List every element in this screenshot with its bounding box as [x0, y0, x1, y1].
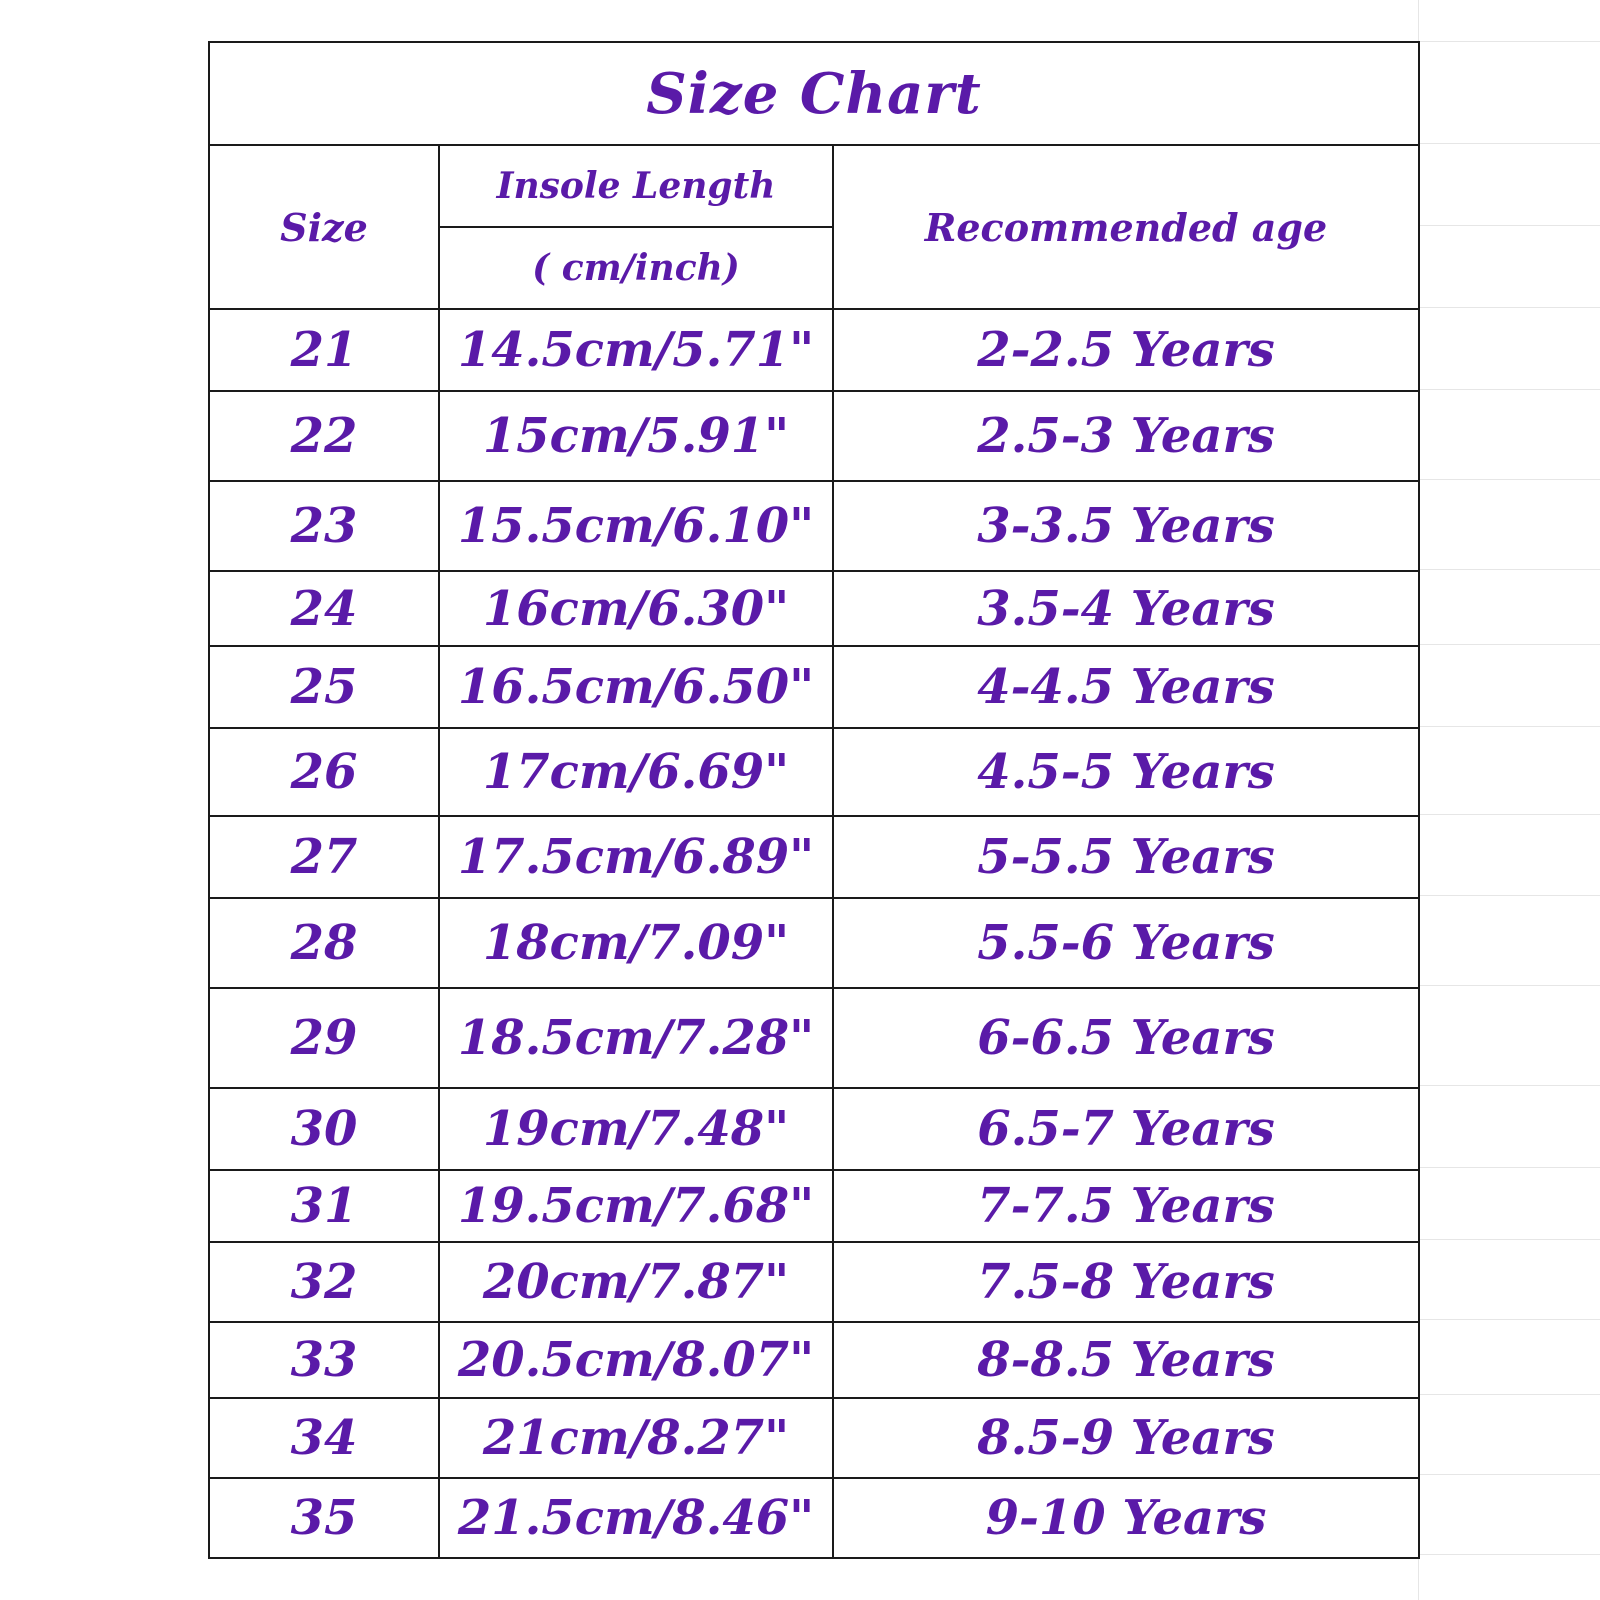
recommended-age-cell: 5.5-6 Years [833, 898, 1419, 988]
size-cell: 24 [209, 571, 439, 646]
gridline [1419, 895, 1600, 896]
size-cell: 29 [209, 988, 439, 1088]
table-row [209, 646, 1419, 728]
insole-length-cell: 19cm/7.48" [439, 1088, 833, 1170]
size-cell: 32 [209, 1242, 439, 1322]
size-cell: 23 [209, 481, 439, 571]
insole-length-cell: 21cm/8.27" [439, 1398, 833, 1478]
insole-length-cell: 14.5cm/5.71" [439, 309, 833, 391]
size-cell: 28 [209, 898, 439, 988]
header-recommended-age: Recommended age [833, 145, 1419, 309]
size-cell: 27 [209, 816, 439, 898]
gridline [1419, 644, 1600, 645]
recommended-age-cell: 2-2.5 Years [833, 309, 1419, 391]
table-row [209, 1322, 1419, 1398]
insole-length-cell: 17cm/6.69" [439, 728, 833, 816]
table-row [209, 1088, 1419, 1170]
size-cell: 22 [209, 391, 439, 481]
gridline [1419, 1554, 1600, 1555]
recommended-age-cell: 7.5-8 Years [833, 1242, 1419, 1322]
recommended-age-cell: 6-6.5 Years [833, 988, 1419, 1088]
table-row [209, 898, 1419, 988]
gridline [1419, 569, 1600, 570]
table-row [209, 481, 1419, 571]
size-cell: 34 [209, 1398, 439, 1478]
table-row [209, 309, 1419, 391]
size-cell: 35 [209, 1478, 439, 1558]
table-row [209, 1478, 1419, 1558]
insole-length-cell: 18.5cm/7.28" [439, 988, 833, 1088]
table-row [209, 988, 1419, 1088]
title-row [209, 42, 1419, 145]
recommended-age-cell: 3-3.5 Years [833, 481, 1419, 571]
table-row [209, 1398, 1419, 1478]
recommended-age-cell: 9-10 Years [833, 1478, 1419, 1558]
gridline [1419, 1474, 1600, 1475]
recommended-age-cell: 4-4.5 Years [833, 646, 1419, 728]
gridline [1419, 479, 1600, 480]
size-cell: 26 [209, 728, 439, 816]
recommended-age-cell: 7-7.5 Years [833, 1170, 1419, 1242]
gridline [1419, 814, 1600, 815]
header-size: Size [209, 145, 439, 309]
insole-length-cell: 16.5cm/6.50" [439, 646, 833, 728]
insole-length-cell: 18cm/7.09" [439, 898, 833, 988]
gridline [1419, 225, 1600, 226]
insole-length-cell: 15cm/5.91" [439, 391, 833, 481]
gridline [1419, 1394, 1600, 1395]
size-cell: 31 [209, 1170, 439, 1242]
table-row [209, 391, 1419, 481]
gridline [1419, 726, 1600, 727]
table-row [209, 1242, 1419, 1322]
recommended-age-cell: 8-8.5 Years [833, 1322, 1419, 1398]
table-row [209, 728, 1419, 816]
table-row [209, 1170, 1419, 1242]
gridline [1419, 307, 1600, 308]
gridline [1419, 389, 1600, 390]
gridline [1419, 1167, 1600, 1168]
size-cell: 25 [209, 646, 439, 728]
header-insole-length: Insole Length [439, 145, 833, 227]
insole-length-cell: 16cm/6.30" [439, 571, 833, 646]
insole-length-cell: 19.5cm/7.68" [439, 1170, 833, 1242]
gridline [1419, 1085, 1600, 1086]
insole-length-cell: 17.5cm/6.89" [439, 816, 833, 898]
size-cell: 33 [209, 1322, 439, 1398]
gridline [1419, 1239, 1600, 1240]
recommended-age-cell: 3.5-4 Years [833, 571, 1419, 646]
size-cell: 21 [209, 309, 439, 391]
table-row [209, 816, 1419, 898]
gridline [1419, 41, 1600, 42]
chart-title: Size Chart [209, 42, 1419, 145]
gridline [1419, 985, 1600, 986]
recommended-age-cell: 8.5-9 Years [833, 1398, 1419, 1478]
size-cell: 30 [209, 1088, 439, 1170]
size-chart-table [208, 41, 1420, 1559]
gridline [1419, 1319, 1600, 1320]
recommended-age-cell: 5-5.5 Years [833, 816, 1419, 898]
recommended-age-cell: 6.5-7 Years [833, 1088, 1419, 1170]
insole-length-cell: 20cm/7.87" [439, 1242, 833, 1322]
spreadsheet-gridlines [1418, 0, 1600, 1600]
recommended-age-cell: 4.5-5 Years [833, 728, 1419, 816]
header-row [209, 145, 1419, 227]
table-row [209, 571, 1419, 646]
insole-length-cell: 20.5cm/8.07" [439, 1322, 833, 1398]
gridline [1419, 143, 1600, 144]
recommended-age-cell: 2.5-3 Years [833, 391, 1419, 481]
header-insole-unit: ( cm/inch) [439, 227, 833, 309]
insole-length-cell: 21.5cm/8.46" [439, 1478, 833, 1558]
insole-length-cell: 15.5cm/6.10" [439, 481, 833, 571]
